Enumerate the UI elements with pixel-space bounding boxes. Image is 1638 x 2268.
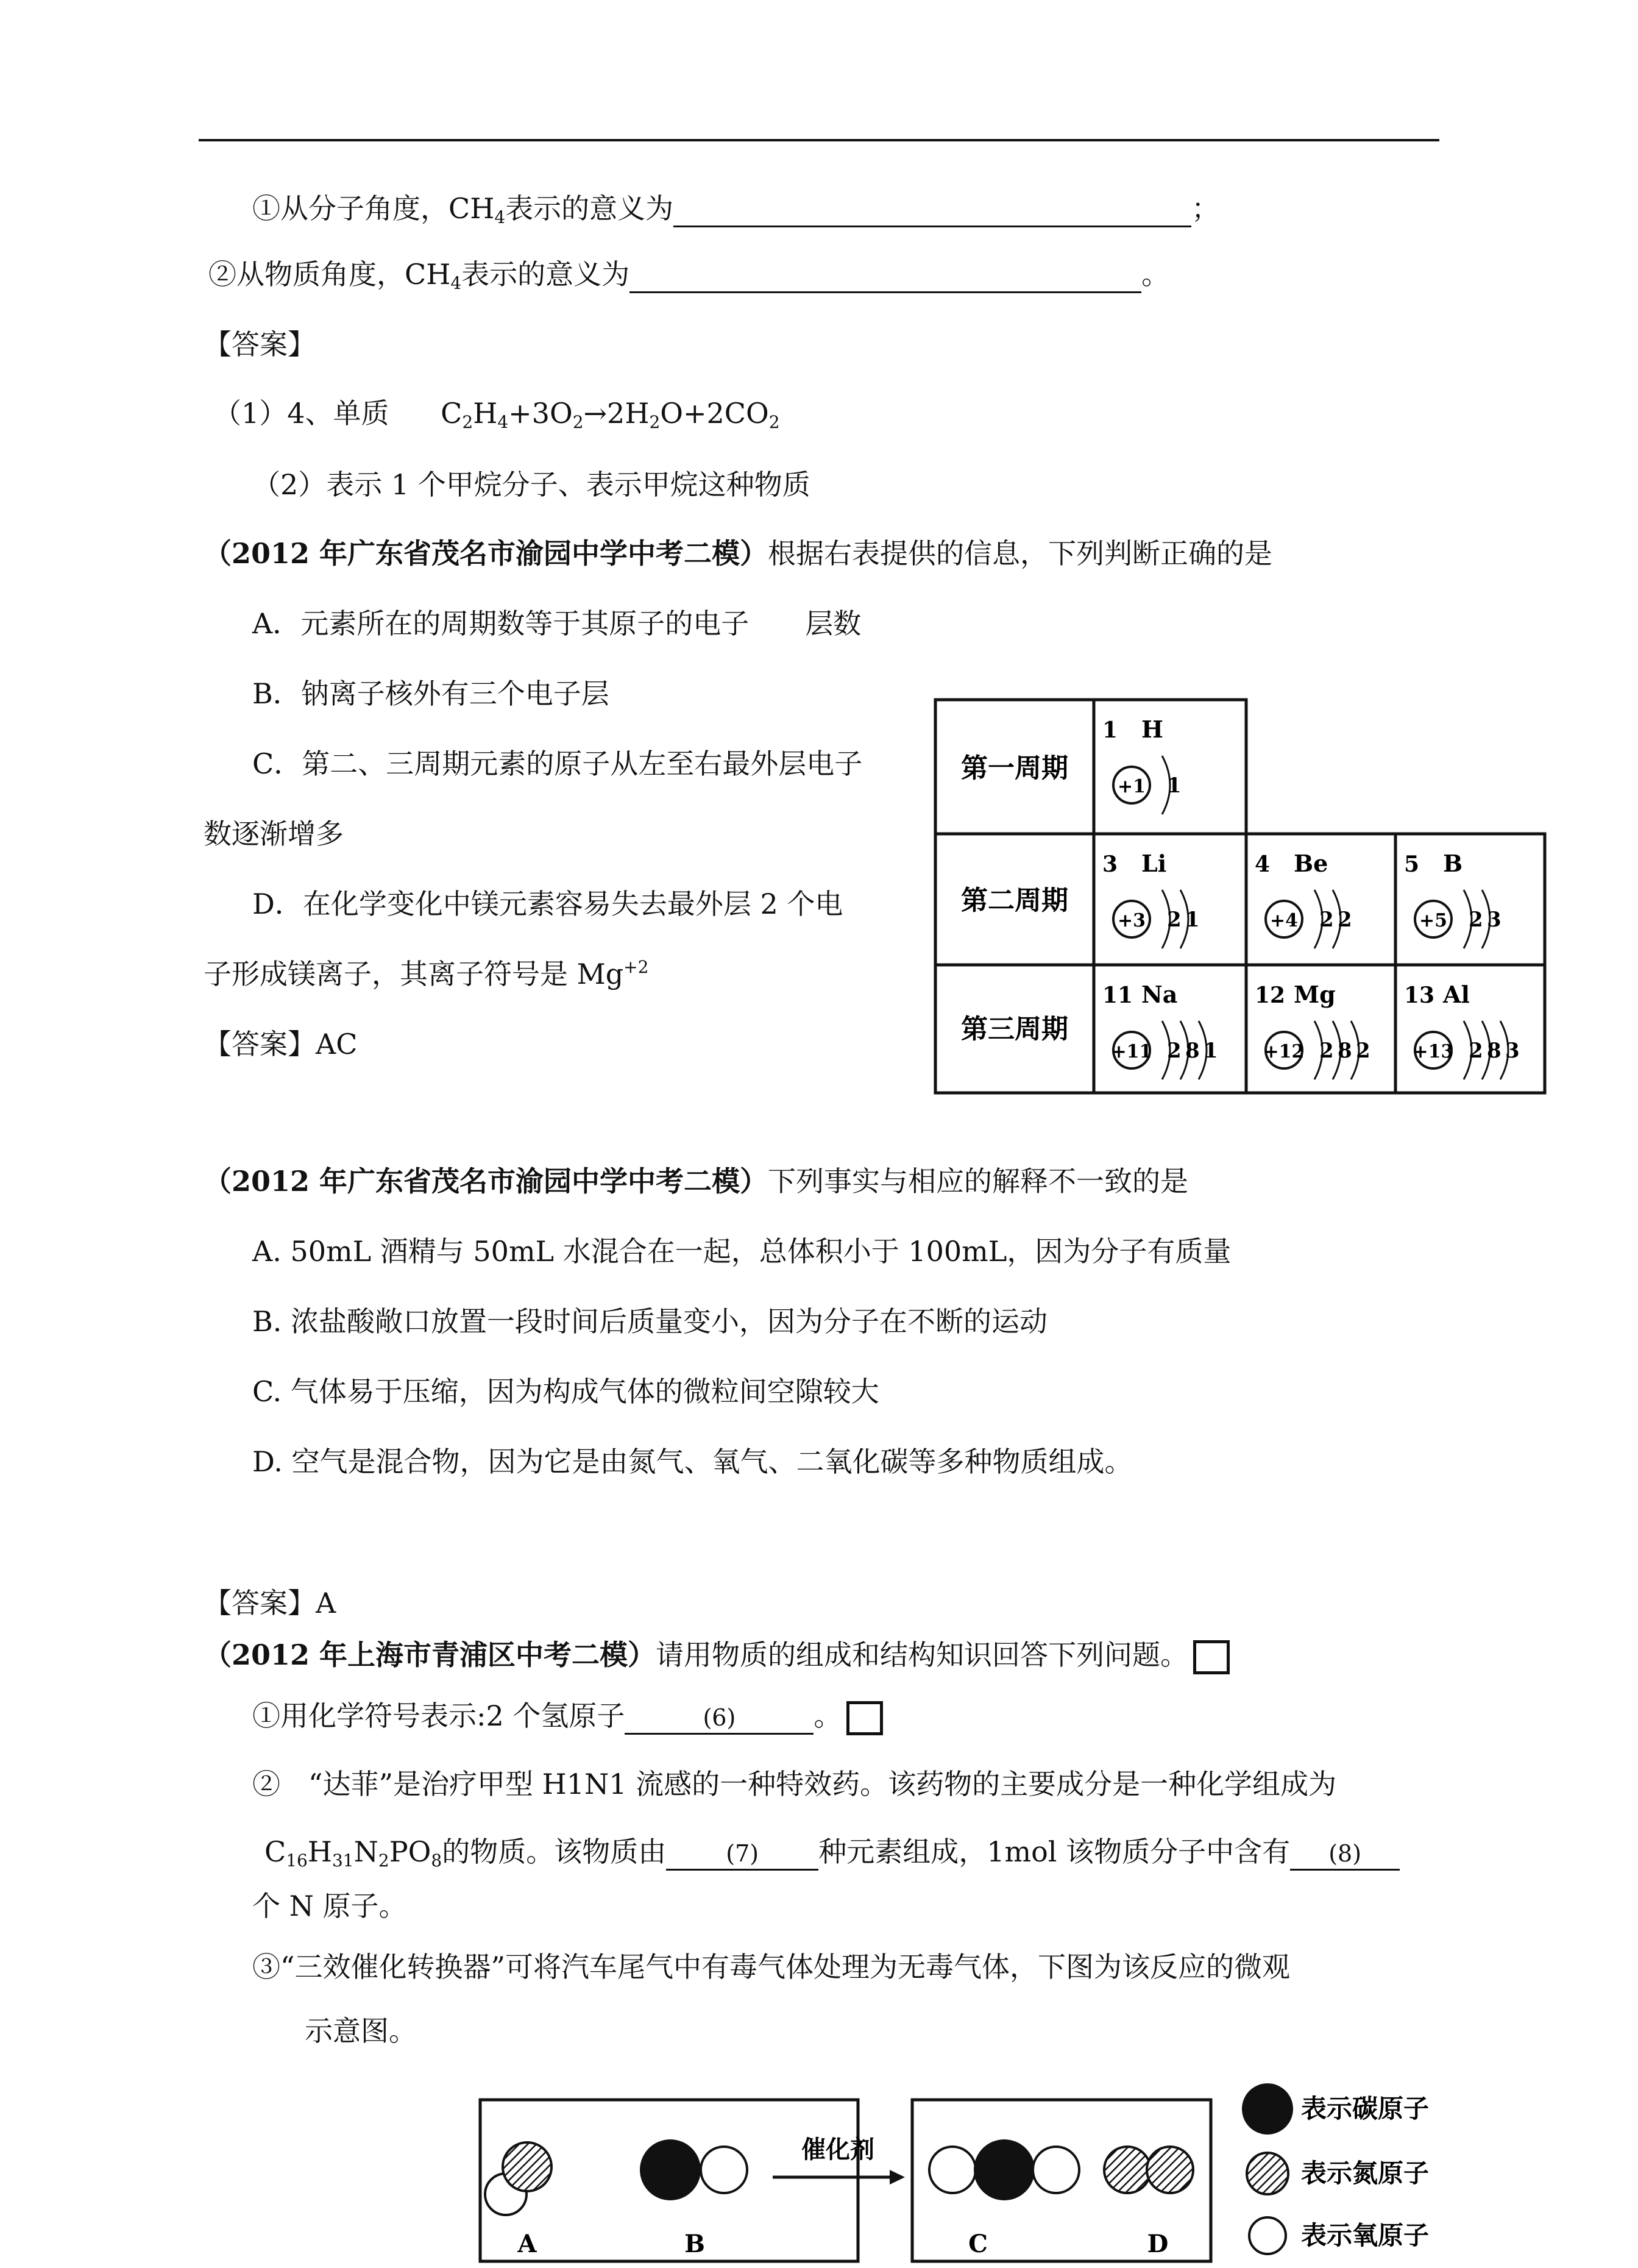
- shell-electron-count: 1: [1167, 773, 1182, 798]
- atomic-number: 3: [1102, 851, 1118, 877]
- shell-electron-count: 1: [1185, 908, 1200, 932]
- atomic-number: 4: [1255, 851, 1271, 877]
- element-cells: [1102, 716, 1520, 1079]
- shell-electron-count: 2: [1356, 1039, 1370, 1063]
- label-a: A: [517, 2230, 537, 2258]
- q1-option-d-line1: D．在化学变化中镁元素容易失去最外层 2 个电: [252, 887, 843, 920]
- answer-line-2: （2）表示 1 个甲烷分子、表示甲烷这种物质: [252, 468, 810, 501]
- nuclear-charge: +1: [1117, 776, 1146, 797]
- shell-electron-count: 8: [1487, 1039, 1502, 1063]
- shell-electron-count: 2: [1167, 1039, 1182, 1063]
- header-rule: [199, 139, 1439, 141]
- q1-answer: 【答案】AC: [204, 1028, 358, 1061]
- nuclear-charge: +5: [1419, 910, 1448, 931]
- q2-answer: 【答案】A: [204, 1587, 336, 1619]
- legend-oxygen-label: 表示氧原子: [1301, 2220, 1430, 2250]
- q2-stem: （2012 年广东省茂名市渝园中学中考二模）下列事实与相应的解释不一致的是: [204, 1165, 1189, 1198]
- element-cell-be: [1255, 850, 1352, 948]
- blank-part2[interactable]: [629, 261, 1141, 293]
- q-prev-part1: ①从分子角度，$CH_4$表示的意义为 ；: [252, 192, 1220, 227]
- answer-box[interactable]: [846, 1701, 883, 1735]
- element-symbol: Be: [1294, 850, 1328, 877]
- nitrogen-atom: [1147, 2147, 1193, 2193]
- q3-part2-line1: ② “达菲”是治疗甲型 H1N1 流感的一种特效药。该药物的主要成分是一种化学组成为: [252, 1768, 1337, 1801]
- q1-option-c-line1: C．第二、三周期元素的原子从左至右最外层电子: [252, 747, 863, 780]
- element-symbol: Al: [1443, 981, 1470, 1008]
- catalyst-label: 催化剂: [801, 2135, 874, 2164]
- blank-6[interactable]: (6): [625, 1702, 814, 1735]
- blank-part1[interactable]: [673, 195, 1191, 227]
- shell-electron-count: 8: [1185, 1039, 1200, 1063]
- element-cell-na: [1102, 981, 1218, 1079]
- oxygen-atom: [929, 2147, 976, 2193]
- element-symbol: Na: [1141, 981, 1178, 1008]
- legend-carbon-label: 表示碳原子: [1301, 2094, 1430, 2124]
- atomic-number: 12: [1255, 983, 1286, 1008]
- q3-part3-line2: 示意图。: [305, 2014, 417, 2047]
- oxygen-atom: [1033, 2147, 1079, 2193]
- shell-electron-count: 1: [1204, 1039, 1218, 1063]
- nuclear-charge: +13: [1413, 1041, 1454, 1062]
- element-cell-h: [1102, 716, 1182, 814]
- legend-oxygen-swatch: [1249, 2217, 1286, 2254]
- blank-7[interactable]: (7): [666, 1838, 818, 1871]
- label-c: C: [968, 2230, 988, 2258]
- carbon-atom: [974, 2139, 1035, 2200]
- element-cell-al: [1404, 981, 1520, 1079]
- q3-part2-line2: $C_{16}H_{31}N_2PO_8$的物质。该物质由 (7) 种元素组成，1mol 该物质分子中含有 (8): [264, 1833, 1400, 1871]
- shell-electron-count: 2: [1319, 908, 1334, 932]
- nuclear-charge: +11: [1111, 1041, 1152, 1062]
- element-cell-b: [1404, 850, 1502, 948]
- row-label-period-1: 第一周期: [961, 753, 1068, 784]
- shell-electron-count: 2: [1469, 1039, 1483, 1063]
- nuclear-charge: +12: [1263, 1041, 1305, 1062]
- q1-option-d-line2: 子形成镁离子，其离子符号是 $Mg^{+2}$: [204, 957, 649, 990]
- atomic-number: 13: [1404, 983, 1435, 1008]
- oxygen-atom: [701, 2147, 747, 2193]
- element-cell-mg: [1255, 981, 1370, 1079]
- q2-option-c: C. 气体易于压缩，因为构成气体的微粒间空隙较大: [252, 1375, 879, 1408]
- legend-carbon-swatch: [1242, 2083, 1293, 2135]
- q2-option-a: A. 50mL 酒精与 50mL 水混合在一起，总体积小于 100mL，因为分子有质量: [252, 1235, 1232, 1268]
- row-label-period-2: 第二周期: [961, 885, 1068, 916]
- q3-part2-line3: 个 N 原子。: [252, 1889, 407, 1922]
- shell-electron-count: 2: [1319, 1039, 1334, 1063]
- element-symbol: H: [1141, 716, 1163, 743]
- legend-nitrogen-swatch: [1247, 2153, 1288, 2194]
- q1-option-b: B．钠离子核外有三个电子层: [252, 677, 609, 710]
- label-d: D: [1147, 2230, 1169, 2258]
- periodic-table-figure: [929, 695, 1557, 1097]
- shell-electron-count: 8: [1338, 1039, 1352, 1063]
- shell-electron-count: 3: [1505, 1039, 1520, 1063]
- q3-stem: （2012 年上海市青浦区中考二模）请用物质的组成和结构知识回答下列问题。: [204, 1637, 1230, 1674]
- element-symbol: Mg: [1294, 981, 1336, 1008]
- q3-part3-line1: ③“三效催化转换器”可将汽车尾气中有毒气体处理为无毒气体，下图为该反应的微观: [252, 1950, 1291, 1983]
- atomic-number: 1: [1102, 717, 1118, 743]
- q2-option-d: D. 空气是混合物，因为它是由氮气、氧气、二氧化碳等多种物质组成。: [252, 1445, 1133, 1478]
- shell-electron-count: 3: [1487, 908, 1502, 932]
- row-label-period-3: 第三周期: [961, 1014, 1068, 1045]
- q1-option-a: A．元素所在的周期数等于其原子的电子 层数: [252, 607, 862, 640]
- nuclear-charge: +3: [1117, 910, 1146, 931]
- answer-label: 【答案】: [204, 328, 316, 361]
- nuclear-charge: +4: [1269, 910, 1299, 931]
- element-symbol: Li: [1141, 850, 1167, 877]
- shell-electron-count: 2: [1338, 908, 1352, 932]
- atomic-number: 5: [1404, 851, 1420, 877]
- q3-part1: ①用化学符号表示:2 个氢原子 (6) 。: [252, 1697, 883, 1735]
- element-symbol: B: [1443, 850, 1463, 877]
- formula: $C_{16}H_{31}N_2PO_8$: [264, 1835, 442, 1871]
- shell-electron-count: 2: [1167, 908, 1182, 932]
- blank-8[interactable]: (8): [1290, 1838, 1400, 1871]
- label-b: B: [684, 2230, 705, 2258]
- reaction-diagram: [475, 2066, 1511, 2267]
- shell-electron-count: 2: [1469, 908, 1483, 932]
- element-cell-li: [1102, 850, 1200, 948]
- legend-nitrogen-label: 表示氮原子: [1301, 2158, 1430, 2188]
- answer-box[interactable]: [1193, 1640, 1230, 1674]
- carbon-atom: [640, 2139, 701, 2200]
- q1-option-c-line2: 数逐渐增多: [204, 817, 344, 850]
- q2-option-b: B. 浓盐酸敞口放置一段时间后质量变小，因为分子在不断的运动: [252, 1305, 1048, 1338]
- nitrogen-atom: [1104, 2147, 1150, 2193]
- nitrogen-atom: [503, 2142, 551, 2191]
- q-prev-part2: ②从物质角度，$CH_4$表示的意义为 。: [208, 258, 1170, 293]
- equation: $C_2H_4+3O_2\to 2H_2O+2CO_2$: [441, 397, 780, 432]
- q1-stem: （2012 年广东省茂名市渝园中学中考二模）根据右表提供的信息，下列判断正确的是: [204, 537, 1273, 570]
- answer-line-1: （1）4、单质 $C_2H_4+3O_2\to 2H_2O+2CO_2$: [213, 397, 780, 432]
- atomic-number: 11: [1102, 983, 1133, 1008]
